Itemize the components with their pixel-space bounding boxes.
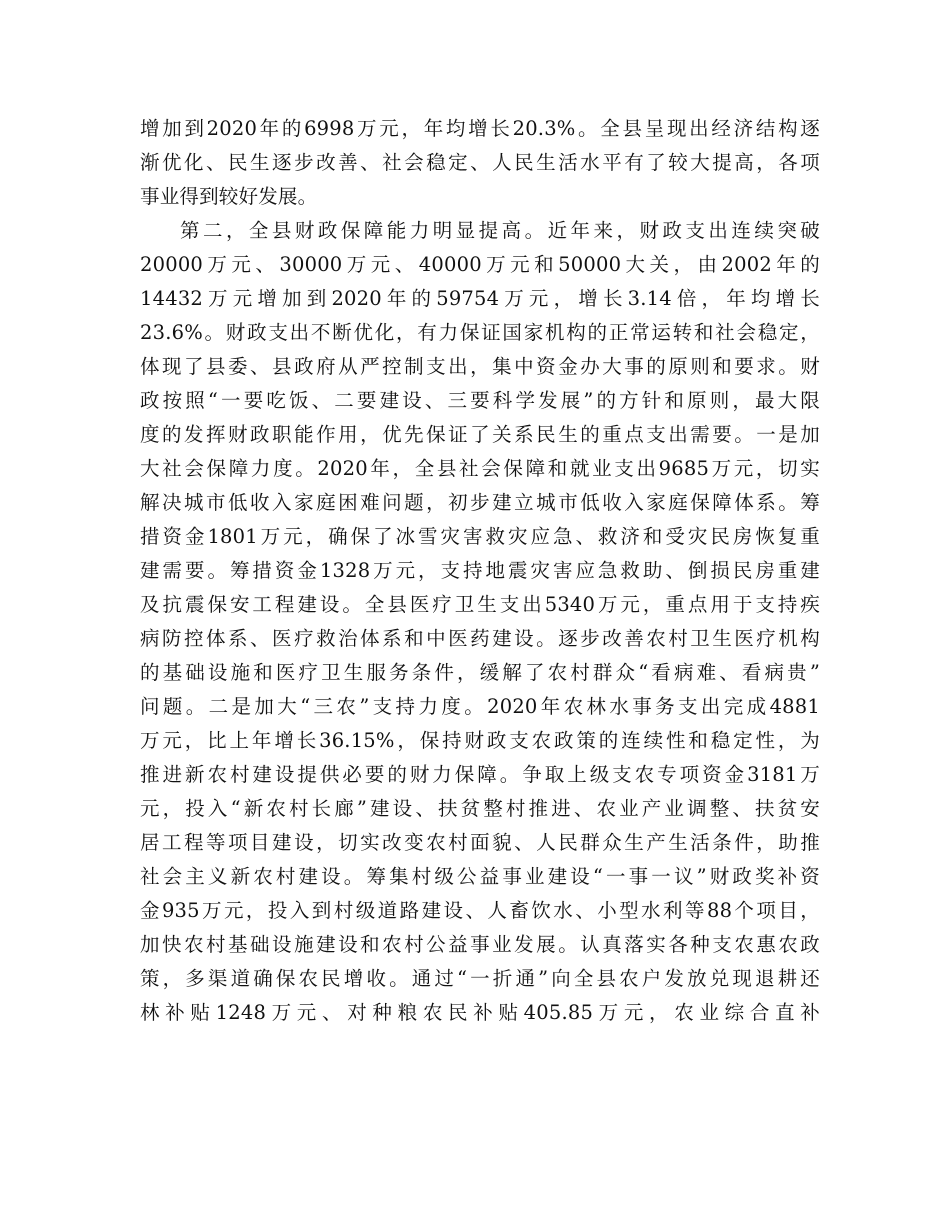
text-line: 万元，比上年增长36.15%，保持财政支农政策的连续性和稳定性，为 [140,729,820,752]
text-line: 度的发挥财政职能作用，优先保证了关系民生的重点支出需要。一是加 [140,423,820,446]
text-line: 策，多渠道确保农民增收。通过“一折通”向全县农户发放兑现退耕还 [140,967,820,990]
text-line: 体现了县委、县政府从严控制支出，集中资金办大事的原则和要求。财 [140,355,820,378]
text-line: 推进新农村建设提供必要的财力保障。争取上级支农专项资金3181万 [140,763,820,786]
text-line: 病防控体系、医疗救治体系和中医药建设。逐步改善农村卫生医疗机构 [140,627,820,650]
text-line: 社会主义新农村建设。筹集村级公益事业建设“一事一议”财政奖补资 [140,865,820,888]
text-line: 居工程等项目建设，切实改变农村面貌、人民群众生产生活条件，助推 [140,831,820,854]
text-line: 的基础设施和医疗卫生服务条件，缓解了农村群众“看病难、看病贵” [140,661,820,684]
text-line: 元，投入“新农村长廊”建设、扶贫整村推进、农业产业调整、扶贫安 [140,797,820,820]
text-line: 增加到2020年的6998万元，年均增长20.3%。全县呈现出经济结构逐 [140,117,820,140]
text-line: 林补贴1248万元、对种粮农民补贴405.85万元，农业综合直补 [140,1001,820,1024]
paragraph-start-line: 第二，全县财政保障能力明显提高。近年来，财政支出连续突破 [180,219,820,242]
text-line: 加快农村基础设施建设和农村公益事业发展。认真落实各种支农惠农政 [140,933,820,956]
text-line: 问题。二是加大“三农”支持力度。2020年农林水事务支出完成4881 [140,695,820,718]
text-line: 措资金1801万元，确保了冰雪灾害救灾应急、救济和受灾民房恢复重 [140,525,820,548]
text-line: 事业得到较好发展。 [140,185,318,208]
text-line: 解决城市低收入家庭困难问题，初步建立城市低收入家庭保障体系。筹 [140,491,820,514]
text-line: 20000万元、30000万元、40000万元和50000大关，由2002年的 [140,253,820,276]
body-text [140,112,820,1030]
text-line: 政按照“一要吃饭、二要建设、三要科学发展”的方针和原则，最大限 [140,389,820,412]
text-line: 14432万元增加到2020年的59754万元，增长3.14倍，年均增长 [140,287,820,310]
text-line: 建需要。筹措资金1328万元，支持地震灾害应急救助、倒损民房重建 [140,559,820,582]
text-line: 金935万元，投入到村级道路建设、人畜饮水、小型水利等88个项目， [140,899,820,922]
text-line: 渐优化、民生逐步改善、社会稳定、人民生活水平有了较大提高，各项 [140,151,820,174]
text-line: 23.6%。财政支出不断优化，有力保证国家机构的正常运转和社会稳定， [140,321,820,344]
text-line: 及抗震保安工程建设。全县医疗卫生支出5340万元，重点用于支持疾 [140,593,820,616]
text-line: 大社会保障力度。2020年，全县社会保障和就业支出9685万元，切实 [140,457,820,480]
